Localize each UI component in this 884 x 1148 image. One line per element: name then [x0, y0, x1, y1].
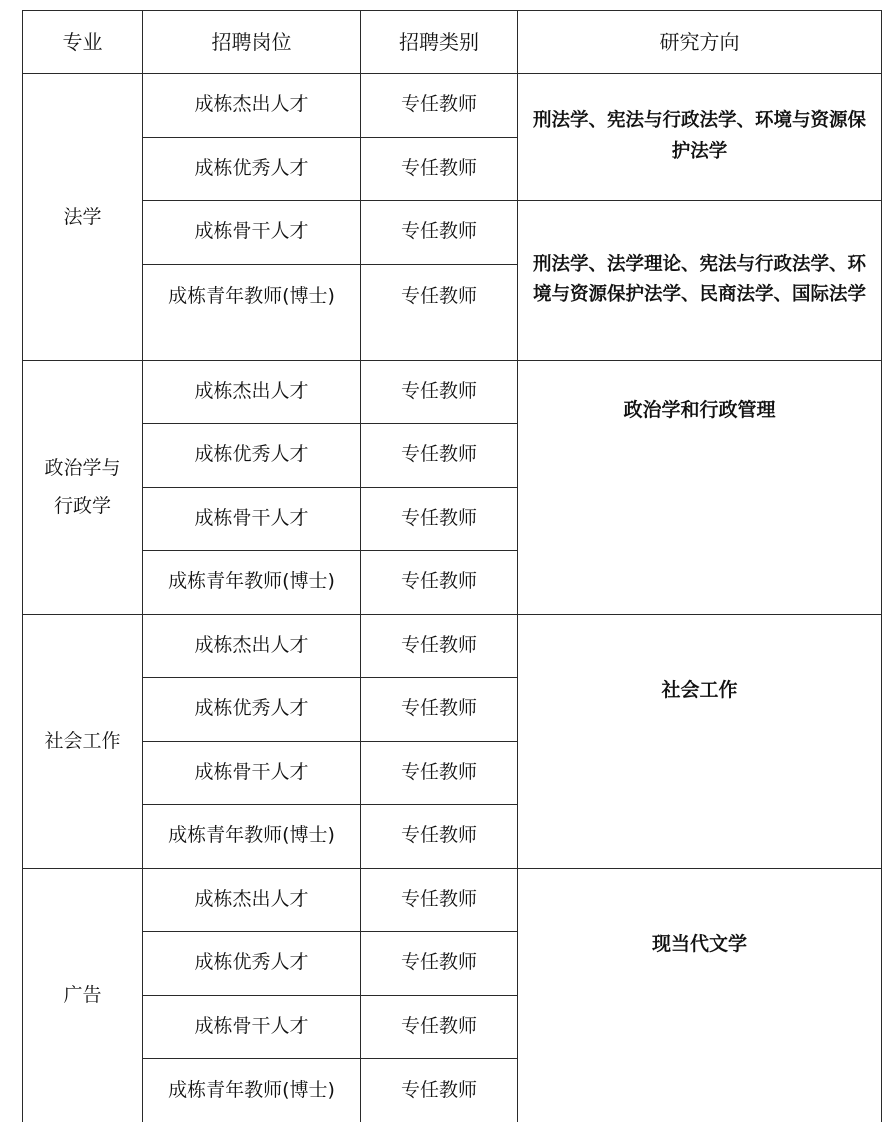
major-label: 广告 [63, 984, 102, 1007]
category-cell: 专任教师 [361, 678, 518, 742]
table-row [23, 868, 882, 932]
position-cell: 成栋骨干人才 [143, 487, 361, 551]
category-cell: 专任教师 [361, 487, 518, 551]
category-cell: 专任教师 [361, 424, 518, 488]
recruitment-table [22, 10, 882, 1122]
position-cell: 成栋优秀人才 [143, 678, 361, 742]
table-row [23, 201, 882, 265]
major-label: 法学 [63, 205, 102, 228]
category-cell: 专任教师 [361, 551, 518, 615]
major-cell [23, 74, 143, 361]
category-cell: 专任教师 [361, 264, 518, 360]
position-cell: 成栋杰出人才 [143, 868, 361, 932]
major-cell [23, 614, 143, 868]
category-cell: 专任教师 [361, 805, 518, 869]
category-cell: 专任教师 [361, 137, 518, 201]
position-cell: 成栋骨干人才 [143, 741, 361, 805]
direction-cell [518, 74, 882, 201]
major-label-line-1: 政治学与 [44, 457, 121, 479]
position-cell: 成栋优秀人才 [143, 932, 361, 996]
direction-cell [518, 614, 882, 868]
category-cell: 专任教师 [361, 868, 518, 932]
major-cell [23, 868, 143, 1122]
category-cell: 专任教师 [361, 741, 518, 805]
category-cell: 专任教师 [361, 614, 518, 678]
major-label-line-2: 行政学 [53, 495, 111, 517]
table-row [23, 74, 882, 138]
direction-cell [518, 201, 882, 361]
position-cell: 成栋青年教师(博士) [143, 264, 361, 360]
position-cell: 成栋杰出人才 [143, 614, 361, 678]
position-cell: 成栋杰出人才 [143, 360, 361, 424]
table-row [23, 614, 882, 678]
header-major: 专业 [23, 11, 143, 74]
position-cell: 成栋青年教师(博士) [143, 1059, 361, 1123]
position-cell: 成栋骨干人才 [143, 201, 361, 265]
header-category: 招聘类别 [361, 11, 518, 74]
position-cell: 成栋优秀人才 [143, 137, 361, 201]
direction-text: 社会工作 [661, 679, 738, 701]
position-cell: 成栋骨干人才 [143, 995, 361, 1059]
category-cell: 专任教师 [361, 995, 518, 1059]
table-header-row [23, 11, 882, 74]
position-cell: 成栋优秀人才 [143, 424, 361, 488]
header-direction: 研究方向 [518, 11, 882, 74]
direction-text: 现当代文学 [651, 933, 747, 956]
header-position: 招聘岗位 [143, 11, 361, 74]
position-cell: 成栋青年教师(博士) [143, 551, 361, 615]
position-cell: 成栋杰出人才 [143, 74, 361, 138]
direction-text: 刑法学、宪法与行政法学、环境与资源保护法学 [532, 110, 866, 162]
category-cell: 专任教师 [361, 932, 518, 996]
direction-cell [518, 360, 882, 614]
category-cell: 专任教师 [361, 74, 518, 138]
major-cell [23, 360, 143, 614]
direction-cell [518, 868, 882, 1122]
major-label: 社会工作 [44, 730, 121, 752]
direction-text: 政治学和行政管理 [623, 399, 776, 421]
category-cell: 专任教师 [361, 201, 518, 265]
table-row [23, 360, 882, 424]
position-cell: 成栋青年教师(博士) [143, 805, 361, 869]
category-cell: 专任教师 [361, 1059, 518, 1123]
direction-text: 刑法学、法学理论、宪法与行政法学、环境与资源保护法学、民商法学、国际法学 [532, 253, 866, 306]
category-cell: 专任教师 [361, 360, 518, 424]
